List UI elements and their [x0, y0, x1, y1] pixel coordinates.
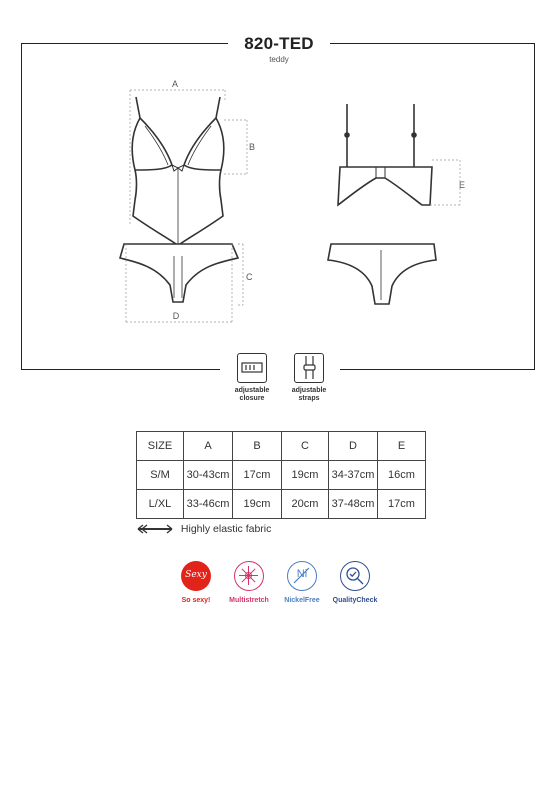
badge-nickel-free — [272, 561, 332, 604]
feature-label-line1: adjustable — [234, 387, 270, 394]
feature-adjustable-closure — [227, 353, 277, 403]
sexy-icon — [181, 561, 211, 591]
elastic-arrow-icon — [136, 524, 174, 534]
dim-label-d: D — [172, 311, 180, 321]
table-cell: 20cm — [282, 490, 329, 519]
size-table — [136, 431, 426, 519]
table-cell: 19cm — [282, 461, 329, 490]
dim-label-e: E — [459, 180, 466, 190]
table-cell: 37-48cm — [329, 490, 378, 519]
badge-label: So sexy! — [181, 597, 211, 604]
adjustable-straps-icon — [294, 353, 324, 383]
front-view — [120, 97, 238, 302]
badge-label: NickelFree — [284, 597, 320, 604]
back-dimension-lines — [430, 160, 460, 205]
table-header-cell: B — [233, 432, 282, 461]
feature-label-line1: adjustable — [291, 387, 327, 394]
table-cell: 19cm — [233, 490, 282, 519]
badge-label: QualityCheck — [332, 597, 378, 604]
feature-label-line2: closure — [239, 395, 265, 402]
dim-label-c: C — [246, 272, 253, 282]
garment-drawing — [0, 0, 558, 380]
table-header-row — [137, 432, 426, 461]
fabric-note — [136, 523, 271, 535]
table-cell: 16cm — [378, 461, 426, 490]
table-row — [137, 461, 426, 490]
table-cell: 17cm — [233, 461, 282, 490]
table-header-cell: A — [184, 432, 233, 461]
badge-quality-check — [325, 561, 385, 604]
badge-multistretch — [219, 561, 279, 604]
multistretch-icon — [234, 561, 264, 591]
fabric-note-text: Highly elastic fabric — [180, 523, 272, 535]
table-header-cell: C — [282, 432, 329, 461]
feature-label-line2: straps — [298, 395, 320, 402]
table-cell: 33-46cm — [184, 490, 233, 519]
table-header-cell: E — [378, 432, 426, 461]
back-view — [328, 104, 436, 304]
badge-so-sexy — [166, 561, 226, 604]
model-number: 820-TED — [244, 34, 314, 53]
dim-label-a: A — [171, 79, 179, 89]
table-cell: 17cm — [378, 490, 426, 519]
nickel-free-icon — [287, 561, 317, 591]
product-type: teddy — [269, 55, 289, 64]
table-cell: S/M — [137, 461, 184, 490]
badge-label: Multistretch — [229, 597, 269, 604]
table-cell: L/XL — [137, 490, 184, 519]
nickel-free-icon-text: Ni — [296, 568, 308, 580]
front-dimension-lines — [126, 90, 247, 322]
adjustable-closure-icon — [237, 353, 267, 383]
dim-label-b: B — [249, 142, 256, 152]
table-cell: 30-43cm — [184, 461, 233, 490]
table-header-cell: SIZE — [137, 432, 184, 461]
feature-adjustable-straps — [284, 353, 334, 403]
table-cell: 34-37cm — [329, 461, 378, 490]
table-header-cell: D — [329, 432, 378, 461]
sexy-icon-text: Sexy — [185, 570, 207, 580]
quality-check-icon — [340, 561, 370, 591]
table-row — [137, 490, 426, 519]
